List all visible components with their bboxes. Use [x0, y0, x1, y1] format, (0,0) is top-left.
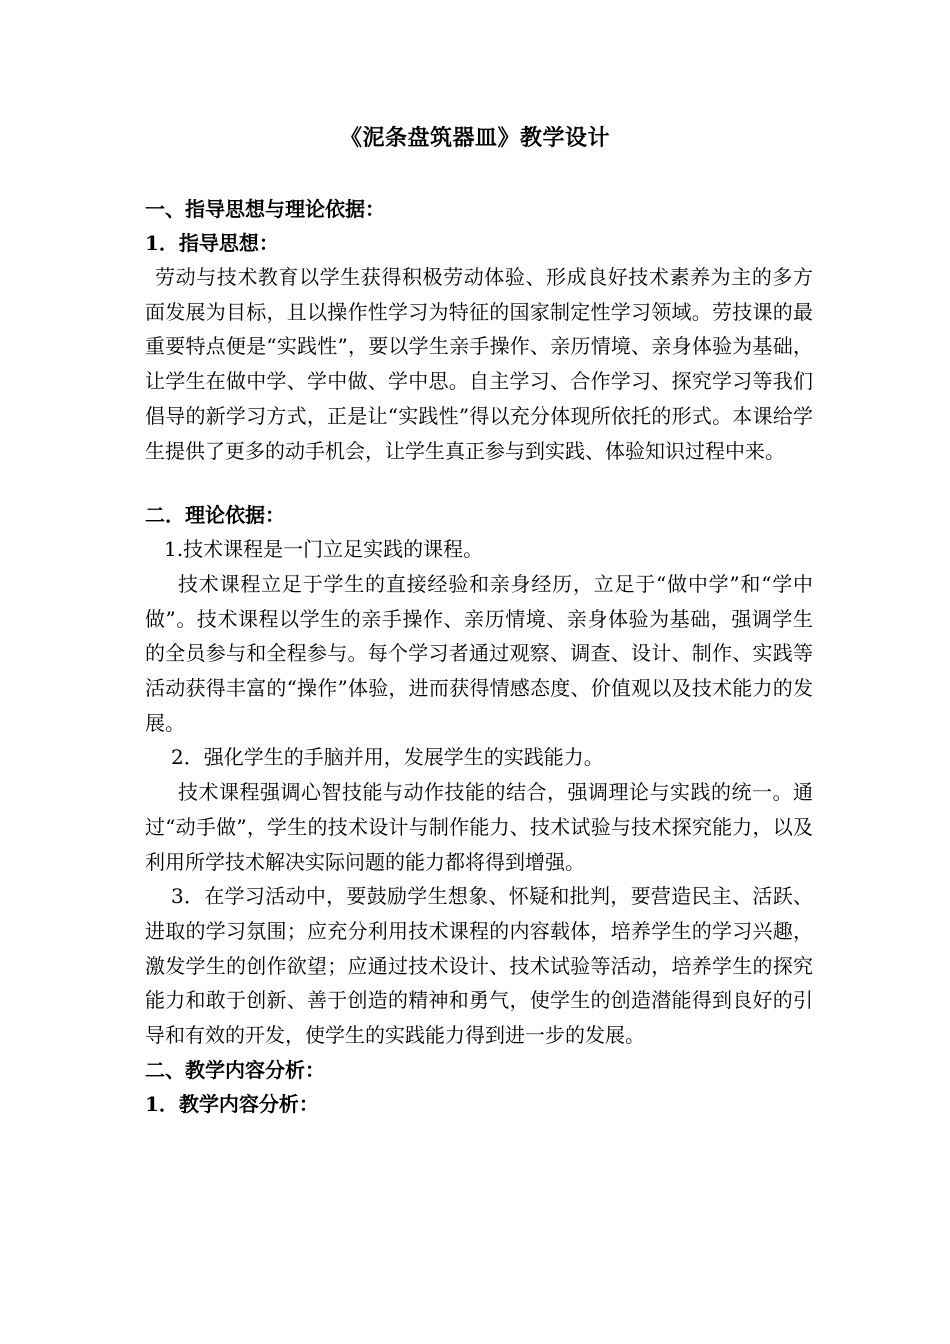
subsection-heading-guiding-ideas: 1．指导思想： — [145, 231, 279, 255]
section-heading-theoretical-basis: 二．理论依据： — [145, 503, 285, 528]
document-title: 《泥条盘筑器皿》教学设计 — [339, 125, 610, 151]
section-heading-guiding-ideas: 一、指导思想与理论依据： — [145, 197, 385, 221]
theory-point-3-body: 3．在学习活动中，要鼓励学生想象、怀疑和批判，要营造民主、活跃、进取的学习氛围；应充分利用技术课程的内容载体，培养学生的学习兴趣，激发学生的创作欲望；应通过技术设计、技术试验等活动，培养学生的探究能力和敢于创新、善于创造的精神和勇气，使学生的创造潜能得到良好的引导和有效的开发，使学生的实践能力得到进一步的发展。 — [145, 884, 813, 1048]
theory-point-1-body: 技术课程立足于学生的直接经验和亲身经历，立足于“做中学”和“学中做”。技术课程以学生的亲手操作、亲历情境、亲身体验为基础，强调学生的全员参与和全程参与。每个学习者通过观察、调查、设计、制作、实践等活动获得丰富的“操作”体验，进而获得情感态度、价值观以及技术能力的发展。 — [145, 571, 813, 735]
guiding-ideas-paragraph: 劳动与技术教育以学生获得积极劳动体验、形成良好技术素养为主的多方面发展为目标，且以操作性学习为特征的国家制定性学习领域。劳技课的最重要特点便是“实践性”，要以学生亲手操作、亲历情境、亲身体验为基础，让学生在做中学、学中做、学中思。自主学习、合作学习、探究学习等我们倡导的新学习方式，正是让“实践性”得以充分体现所依托的形式。本课给学生提供了更多的动手机会，让学生真正参与到实践、体验知识过程中来。 — [145, 265, 813, 463]
theory-point-2-title: 2．强化学生的手脑并用，发展学生的实践能力。 — [171, 745, 604, 770]
document-body — [145, 192, 813, 1121]
paragraph-spacer — [145, 468, 813, 498]
theory-point-1-title: 1.技术课程是一门立足实践的课程。 — [164, 537, 484, 562]
theory-point-2-body: 技术课程强调心智技能与动作技能的结合，强调理论与实践的统一。通过“动手做”，学生的技术设计与制作能力、技术试验与技术探究能力，以及利用所学技术解决实际问题的能力都将得到增强。 — [145, 780, 813, 874]
subsection-heading-content-analysis: 1．教学内容分析： — [145, 1091, 319, 1116]
section-heading-content-analysis: 二、教学内容分析： — [145, 1057, 325, 1082]
